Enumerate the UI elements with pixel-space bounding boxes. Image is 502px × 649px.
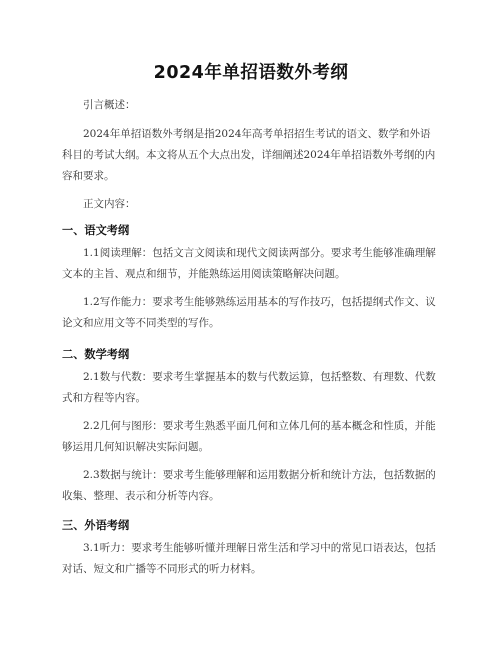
section-item-1-2: 1.2写作能力：要求考生能够熟练运用基本的写作技巧，包括提纲式作文、议论文和应用文等不同类型的写作。	[62, 296, 436, 329]
section-heading-chinese: 一、语文考纲	[62, 224, 130, 237]
section-heading-foreign-language: 三、外语考纲	[62, 519, 130, 532]
section-item-3-1: 3.1听力：要求考生能够听懂并理解日常生活和学习中的常见口语表达，包括对话、短文和广播等不同形式的听力材料。	[62, 542, 436, 575]
body-label: 正文内容：	[83, 198, 136, 210]
section-item-2-1: 2.1数与代数：要求考生掌握基本的数与代数运算，包括整数、有理数、代数式和方程等内容。	[62, 371, 436, 404]
section-item-2-3: 2.3数据与统计：要求考生能够理解和运用数据分析和统计方法，包括数据的收集、整理、表示和分析等内容。	[62, 469, 436, 502]
intro-label: 引言概述：	[83, 99, 136, 111]
section-item-2-2: 2.2几何与图形：要求考生熟悉平面几何和立体几何的基本概念和性质，并能够运用几何知识解决实际问题。	[62, 420, 436, 453]
section-heading-math: 二、数学考纲	[62, 348, 130, 361]
section-item-1-1: 1.1阅读理解：包括文言文阅读和现代文阅读两部分。要求考生能够准确理解文本的主旨、观点和细节，并能熟练运用阅读策略解决问题。	[62, 247, 436, 280]
document-title: 2024年单招语数外考纲	[153, 63, 349, 83]
intro-paragraph: 2024年单招语数外考纲是指2024年高考单招招生考试的语文、数学和外语科目的考试大纲。本文将从五个大点出发，详细阐述2024年单招语数外考纲的内容和要求。	[62, 128, 436, 182]
